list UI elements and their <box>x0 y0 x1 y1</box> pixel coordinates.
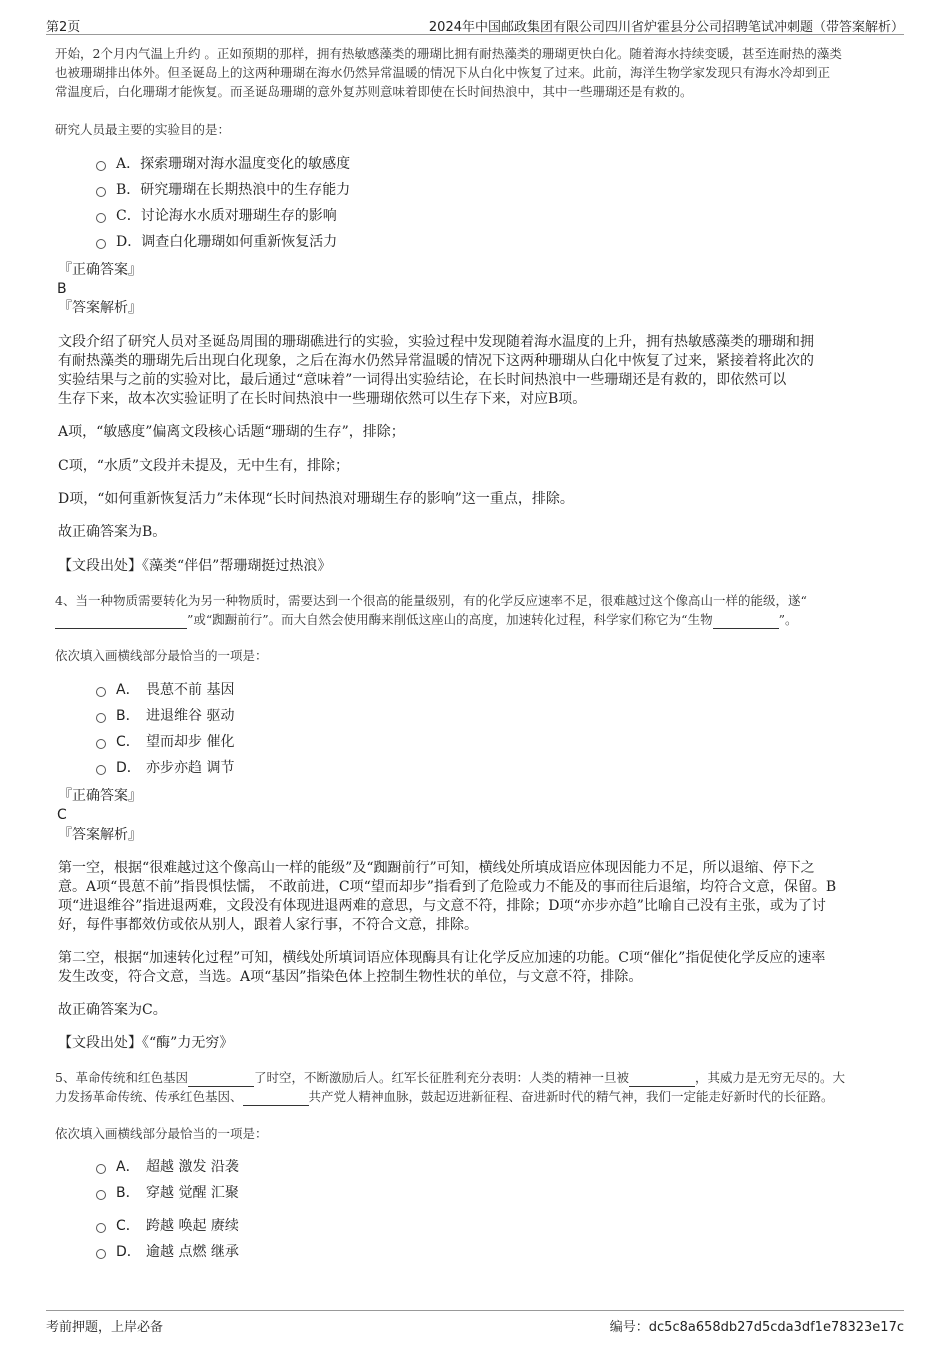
q3-note-a: A项，“敏感度”偏离文段核心话题“珊瑚的生存”，排除； <box>58 424 405 440</box>
q4-conclusion: 故正确答案为C。 <box>58 1002 167 1018</box>
radio-icon[interactable] <box>96 687 106 697</box>
q3-option-b[interactable]: B．研究珊瑚在长期热浪中的生存能力 <box>96 180 350 200</box>
q4-analysis-line: 发生改变，符合文意，当选。A项“基因”指染色体上控制生物性状的单位，与文意不符，排除。 <box>58 969 643 985</box>
q5-option-c[interactable]: C． 跨越 唤起 赓续 <box>96 1216 239 1236</box>
q4-stem-line: ”或“踟蹰前行”。而大自然会使用酶来削低这座山的高度，加速转化过程，科学家们称它为“生物 ”。 <box>55 610 797 629</box>
q3-analysis-label: 『答案解析』 <box>58 300 142 316</box>
radio-icon[interactable] <box>96 187 106 197</box>
q4-analysis-line: 第二空，根据“加速转化过程”可知，横线处所填词语应体现酶具有让化学反应加速的功能。C项“催化”指促使化学反应的速率 <box>58 950 826 966</box>
q4-option-d[interactable]: D． 亦步亦趋 调节 <box>96 758 234 778</box>
q3-note-c: C项，“水质”文段并未提及，无中生有，排除； <box>58 458 350 474</box>
q3-passage-line: 常温度后，白化珊瑚才能恢复。而圣诞岛珊瑚的意外复苏则意味着即使在长时间热浪中，其中一些珊瑚还是有救的。 <box>55 84 693 99</box>
radio-icon[interactable] <box>96 1249 106 1259</box>
q5-stem-line: 5、革命传统和红色基因 了时空，不断激励后人。红军长征胜利充分表明：人类的精神一旦被 ，其威力是无穷无尽的。大 <box>55 1070 845 1085</box>
q4-prompt: 依次填入画横线部分最恰当的一项是： <box>55 648 268 663</box>
q4-correct-label: 『正确答案』 <box>58 788 142 804</box>
radio-icon[interactable] <box>96 1164 106 1174</box>
q5-option-a[interactable]: A． 超越 激发 沿袭 <box>96 1157 239 1177</box>
q3-analysis-line: 生存下来，故本次实验证明了在长时间热浪中一些珊瑚依然可以生存下来，对应B项。 <box>58 391 587 407</box>
radio-icon[interactable] <box>96 161 106 171</box>
answer-blank <box>188 1072 254 1087</box>
radio-icon[interactable] <box>96 213 106 223</box>
q3-option-c[interactable]: C．讨论海水水质对珊瑚生存的影响 <box>96 206 337 226</box>
document-id: 编号：dc5c8a658db27d5cda3df1e78323e17c <box>609 1320 904 1335</box>
q4-option-a[interactable]: A． 畏葸不前 基因 <box>96 680 234 700</box>
answer-blank <box>713 614 779 629</box>
q4-option-c[interactable]: C． 望而却步 催化 <box>96 732 234 752</box>
q4-analysis-line: 第一空，根据“很难越过这个像高山一样的能级”及“踟蹰前行”可知，横线处所填成语应体现因能力不足，所以退缩、停下之 <box>58 860 815 876</box>
q3-source: 【文段出处】《藻类“伴侣”帮珊瑚挺过热浪》 <box>58 558 332 574</box>
q5-option-b[interactable]: B． 穿越 觉醒 汇聚 <box>96 1183 239 1203</box>
q3-analysis-line: 文段介绍了研究人员对圣诞岛周围的珊瑚礁进行的实验，实验过程中发现随着海水温度的上升，拥有热敏感藻类的珊瑚和拥 <box>58 334 814 350</box>
q4-stem-line: 4、当一种物质需要转化为另一种物质时，需要达到一个很高的能量级别，有的化学反应速率不足，很难越过这个像高山一样的能级，遂“ <box>55 593 807 608</box>
q3-correct-answer: B <box>57 281 67 297</box>
q3-analysis-line: 有耐热藻类的珊瑚先后出现白化现象，之后在海水仍然异常温暖的情况下这两种珊瑚从白化中恢复了过来，紧接着将此次的 <box>58 353 814 369</box>
footer-slogan: 考前押题，上岸必备 <box>46 1320 164 1335</box>
q3-analysis-line: 实验结果与之前的实验对比，最后通过“意味着”一词得出实验结论，在长时间热浪中一些珊瑚还是有救的，即依然可以 <box>58 372 787 388</box>
q4-analysis-line: 好，每件事都效仿或依从别人，跟着人家行事，不符合文意，排除。 <box>58 917 478 933</box>
q4-source: 【文段出处】《“酶”力无穷》 <box>58 1035 234 1051</box>
page-footer <box>46 1310 904 1335</box>
q5-option-d[interactable]: D． 逾越 点燃 继承 <box>96 1242 239 1262</box>
radio-icon[interactable] <box>96 1223 106 1233</box>
q4-analysis-line: 意。A项“畏葸不前”指畏惧怯懦， 不敢前进，C项“望而却步”指看到了危险或力不能及的事而往后退缩，均符合文意，保留。B <box>58 879 837 895</box>
radio-icon[interactable] <box>96 713 106 723</box>
q4-analysis-label: 『答案解析』 <box>58 827 142 843</box>
answer-blank <box>55 614 187 629</box>
page-number: 第2页 <box>46 20 81 35</box>
radio-icon[interactable] <box>96 739 106 749</box>
q4-option-b[interactable]: B． 进退维谷 驱动 <box>96 706 234 726</box>
q3-note-d: D项，“如何重新恢复活力”未体现“长时间热浪对珊瑚生存的影响”这一重点，排除。 <box>58 491 574 507</box>
q3-passage-line: 开始，2个月内气温上升约 。正如预期的那样，拥有热敏感藻类的珊瑚比拥有耐热藻类的珊瑚更快白化。随着海水持续变暖，甚至连耐热的藻类 <box>55 46 842 61</box>
radio-icon[interactable] <box>96 765 106 775</box>
q5-stem-line: 力发扬革命传统、传承红色基因、 共产党人精神血脉，鼓起迈进新征程、奋进新时代的精气神，我们一定能走好新时代的长征路。 <box>55 1089 834 1104</box>
q3-option-a[interactable]: A．探索珊瑚对海水温度变化的敏感度 <box>96 154 350 174</box>
q3-correct-label: 『正确答案』 <box>58 262 142 278</box>
page-header <box>46 14 904 35</box>
radio-icon[interactable] <box>96 1190 106 1200</box>
q5-prompt: 依次填入画横线部分最恰当的一项是： <box>55 1126 268 1141</box>
q3-passage-line: 也被珊瑚排出体外。但圣诞岛上的这两种珊瑚在海水仍然异常温暖的情况下从白化中恢复了过来。此前，海洋生物学家发现只有海水冷却到正 <box>55 65 831 80</box>
q3-option-d[interactable]: D．调查白化珊瑚如何重新恢复活力 <box>96 232 337 252</box>
q4-analysis-line: 项“进退维谷”指进退两难，文段没有体现进退两难的意思，与文意不符，排除；D项“亦步亦趋”比喻自己没有主张，或为了讨 <box>58 898 826 914</box>
radio-icon[interactable] <box>96 239 106 249</box>
q4-correct-answer: C <box>57 807 67 823</box>
answer-blank <box>629 1072 695 1087</box>
answer-blank <box>243 1091 309 1106</box>
q3-prompt: 研究人员最主要的实验目的是： <box>55 122 231 137</box>
document-title: 2024年中国邮政集团有限公司四川省炉霍县分公司招聘笔试冲刺题（带答案解析） <box>428 20 904 35</box>
q3-conclusion: 故正确答案为B。 <box>58 524 167 540</box>
